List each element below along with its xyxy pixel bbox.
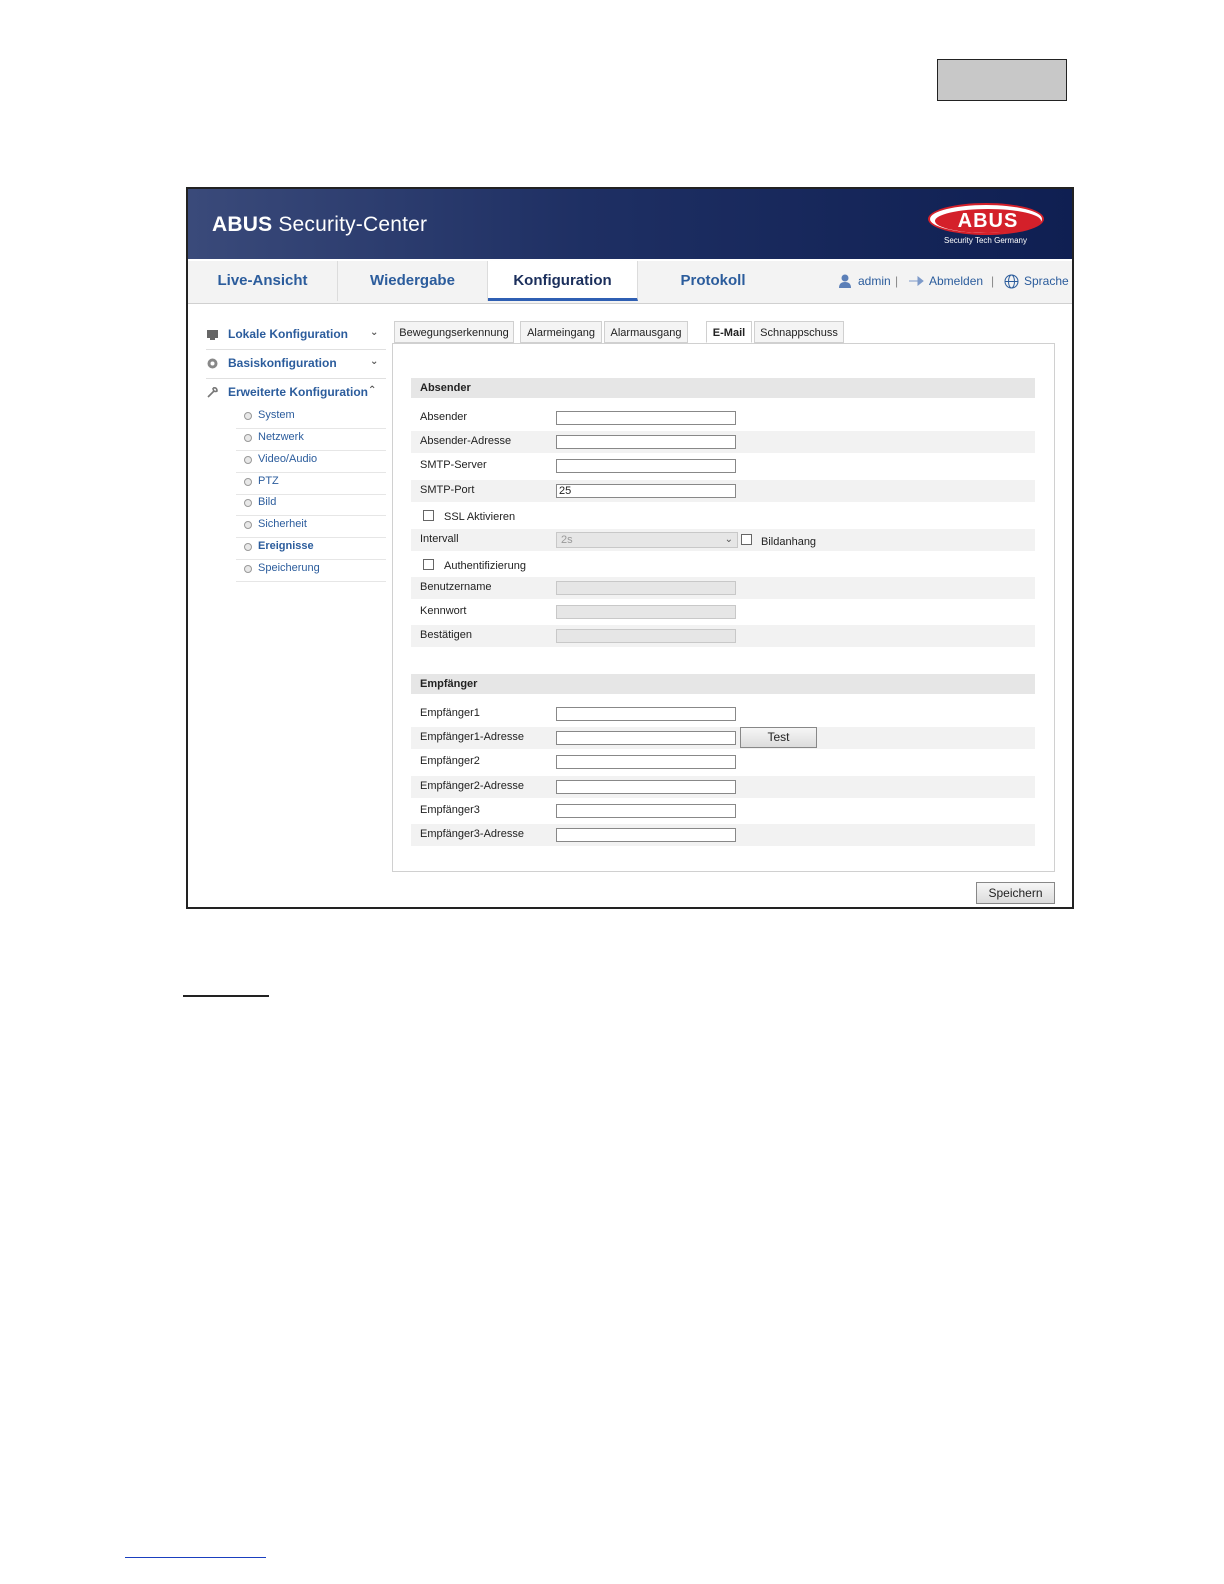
globe-icon	[1004, 274, 1019, 289]
row-empfaenger3: Empfänger3	[411, 800, 1035, 822]
chevron-down-icon: ⌄	[724, 534, 733, 545]
kennwort-input[interactable]	[556, 605, 736, 619]
language-link[interactable]: Sprache	[1024, 274, 1069, 288]
app-window	[186, 187, 1074, 909]
benutzername-input[interactable]	[556, 581, 736, 595]
smtp-port-input[interactable]: 25	[556, 484, 736, 498]
sidebar-item-sicherheit[interactable]: Sicherheit	[236, 516, 386, 538]
row-empfaenger1: Empfänger1	[411, 703, 1035, 725]
row-intervall: Intervall 2s ⌄ Bildanhang	[411, 529, 1035, 551]
email-settings-panel	[392, 343, 1055, 872]
row-absender-adresse: Absender-Adresse	[411, 431, 1035, 453]
sidebar-item-bild[interactable]: Bild	[236, 494, 386, 516]
bullet-icon	[244, 412, 252, 420]
sidebar-item-netzwerk[interactable]: Netzwerk	[236, 429, 386, 451]
intervall-select[interactable]: 2s ⌄	[556, 532, 738, 548]
row-absender: Absender	[411, 407, 1035, 429]
user-name-link[interactable]: admin	[858, 274, 891, 288]
footer-link-underline	[125, 1557, 266, 1558]
row-authentifizierung: Authentifizierung	[411, 553, 1035, 575]
app-title: ABUS Security-Center	[212, 213, 428, 236]
header-banner	[188, 189, 1072, 259]
section-heading-absender: Absender	[411, 378, 1035, 398]
sidebar-item-ptz[interactable]: PTZ	[236, 473, 386, 495]
sidebar-item-ereignisse[interactable]: Ereignisse	[236, 538, 386, 560]
sidebar-item-basiskonfiguration[interactable]: Basiskonfiguration ⌄	[206, 356, 386, 374]
tab-schnappschuss[interactable]: Schnappschuss	[754, 321, 844, 343]
sidebar-item-erweiterte-konfiguration[interactable]: Erweiterte Konfiguration ⌃	[206, 385, 386, 403]
test-button[interactable]: Test	[740, 727, 817, 748]
empfaenger2-input[interactable]	[556, 755, 736, 769]
bullet-icon	[244, 521, 252, 529]
row-smtp-port: SMTP-Port 25	[411, 480, 1035, 502]
page-corner-marker	[937, 59, 1067, 101]
tab-e-mail[interactable]: E-Mail	[706, 321, 752, 343]
absender-input[interactable]	[556, 411, 736, 425]
sidebar-item-video-audio[interactable]: Video/Audio	[236, 451, 386, 473]
logo-tagline: Security Tech Germany	[944, 236, 1027, 245]
heading-underline	[183, 995, 269, 997]
bullet-icon	[244, 565, 252, 573]
row-empfaenger1-adresse: Empfänger1-Adresse Test	[411, 727, 1035, 749]
sidebar-item-lokale-konfiguration[interactable]: Lokale Konfiguration ⌄	[206, 327, 386, 345]
bildanhang-checkbox[interactable]	[741, 534, 752, 545]
tab-protokoll[interactable]: Protokoll	[680, 272, 746, 289]
tab-konfiguration[interactable]: Konfiguration	[488, 261, 638, 301]
save-button[interactable]: Speichern	[976, 882, 1055, 904]
wrench-icon	[206, 386, 219, 399]
chevron-down-icon: ⌄	[370, 327, 379, 338]
empfaenger1-adresse-input[interactable]	[556, 731, 736, 745]
bullet-icon	[244, 456, 252, 464]
row-bestaetigen: Bestätigen	[411, 625, 1035, 647]
logout-link[interactable]: Abmelden	[929, 274, 984, 288]
abus-logo: ABUS Security Tech Germany	[928, 203, 1048, 247]
ssl-checkbox[interactable]	[423, 510, 434, 521]
row-kennwort: Kennwort	[411, 601, 1035, 623]
section-heading-empfaenger: Empfänger	[411, 674, 1035, 694]
empfaenger3-adresse-input[interactable]	[556, 828, 736, 842]
main-nav: Live-Ansicht Wiedergabe Konfiguration Protokoll admin | Abmelden | Sprache	[188, 261, 1072, 304]
empfaenger3-input[interactable]	[556, 804, 736, 818]
logout-icon	[908, 276, 924, 286]
bullet-icon	[244, 478, 252, 486]
monitor-icon	[206, 328, 219, 341]
gear-icon	[206, 357, 219, 370]
bullet-icon	[244, 434, 252, 442]
row-smtp-server: SMTP-Server	[411, 455, 1035, 477]
empfaenger1-input[interactable]	[556, 707, 736, 721]
bullet-icon	[244, 499, 252, 507]
sidebar-item-system[interactable]: System	[236, 407, 386, 429]
row-ssl: SSL Aktivieren	[411, 504, 1035, 526]
tab-wiedergabe[interactable]: Wiedergabe	[338, 261, 488, 301]
chevron-down-icon: ⌄	[370, 356, 379, 367]
chevron-up-icon: ⌃	[368, 385, 377, 396]
row-empfaenger2-adresse: Empfänger2-Adresse	[411, 776, 1035, 798]
tab-alarmausgang[interactable]: Alarmausgang	[604, 321, 688, 343]
row-benutzername: Benutzername	[411, 577, 1035, 599]
authentifizierung-checkbox[interactable]	[423, 559, 434, 570]
row-empfaenger2: Empfänger2	[411, 751, 1035, 773]
smtp-server-input[interactable]	[556, 459, 736, 473]
bullet-icon	[244, 543, 252, 551]
sidebar-item-speicherung[interactable]: Speicherung	[236, 560, 386, 582]
row-empfaenger3-adresse: Empfänger3-Adresse	[411, 824, 1035, 846]
tab-bewegungserkennung[interactable]: Bewegungserkennung	[394, 321, 514, 343]
bestaetigen-input[interactable]	[556, 629, 736, 643]
empfaenger2-adresse-input[interactable]	[556, 780, 736, 794]
tab-live-ansicht[interactable]: Live-Ansicht	[188, 261, 338, 301]
user-icon	[838, 274, 852, 288]
absender-adresse-input[interactable]	[556, 435, 736, 449]
tab-alarmeingang[interactable]: Alarmeingang	[520, 321, 602, 343]
